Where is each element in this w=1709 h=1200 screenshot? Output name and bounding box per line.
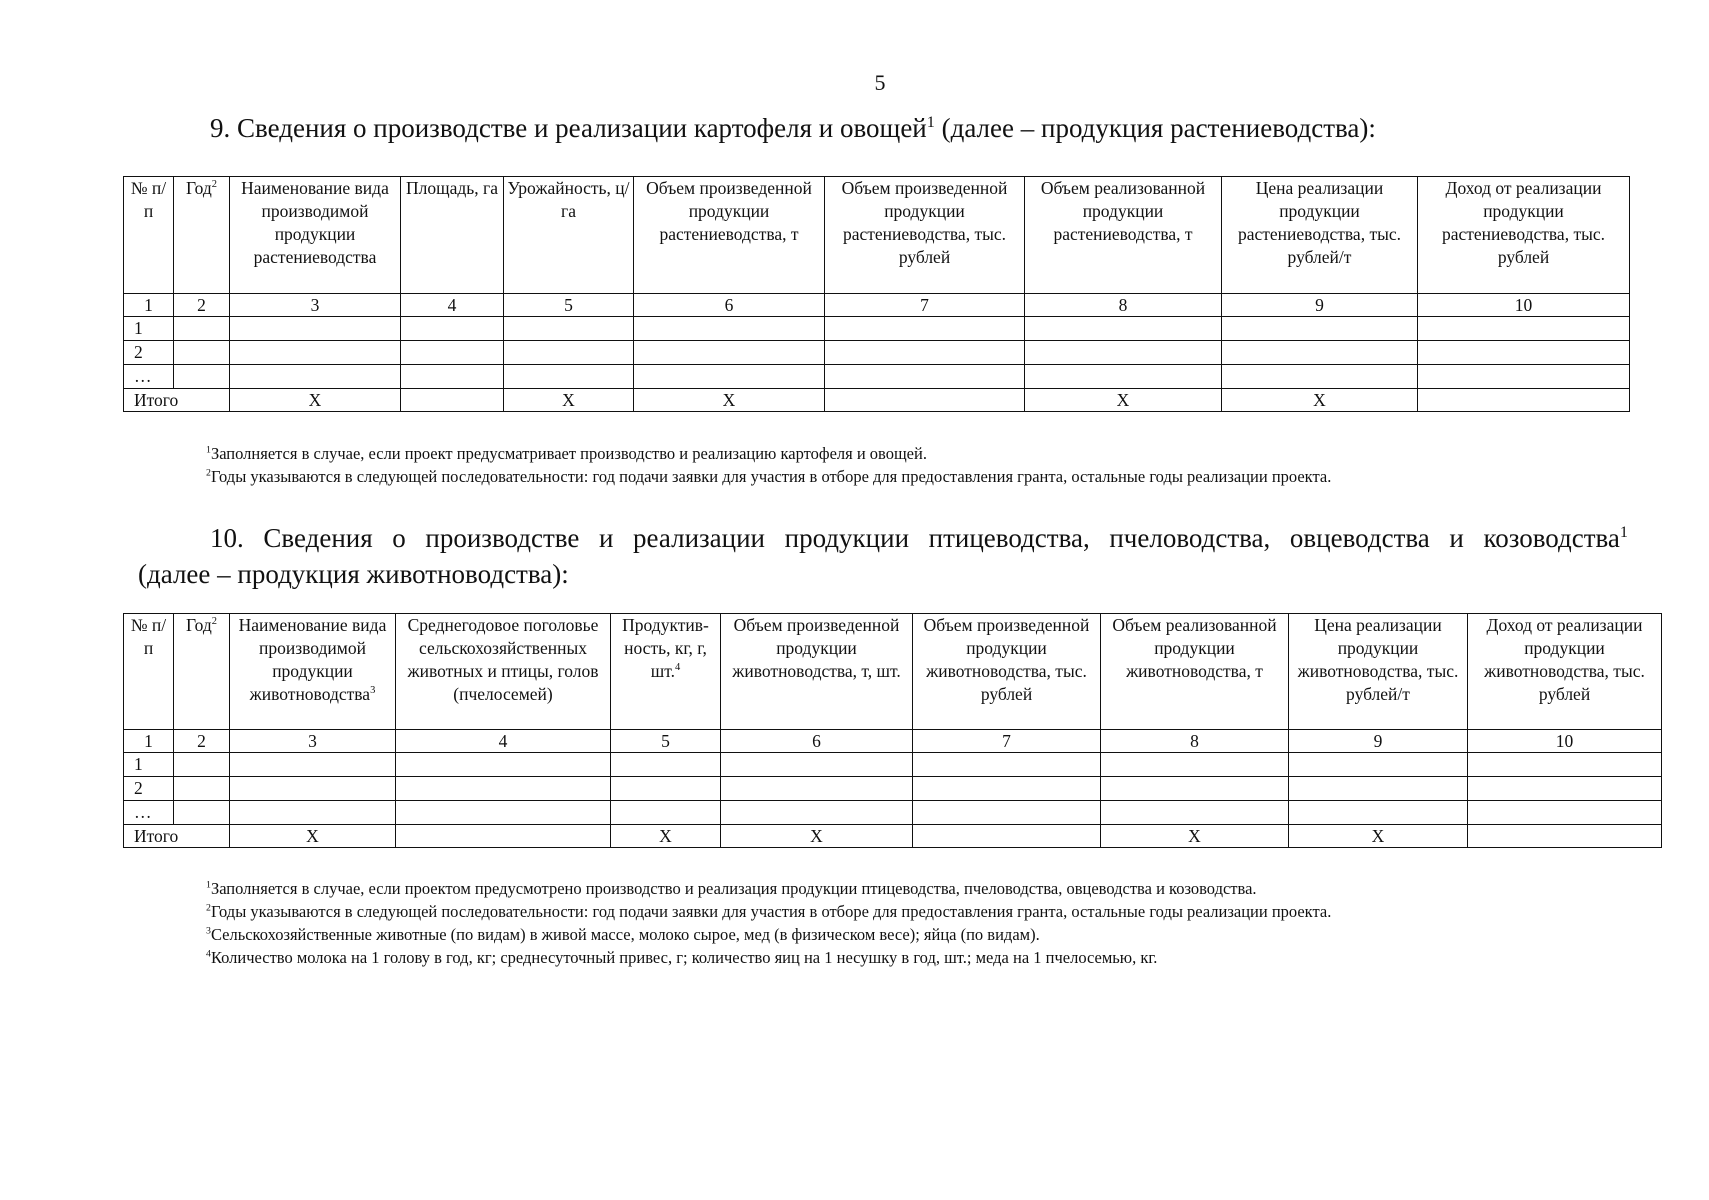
column-number: 9 <box>1222 294 1418 317</box>
table-cell[interactable] <box>230 801 396 825</box>
table-cell[interactable] <box>1025 317 1222 341</box>
table-cell[interactable] <box>396 801 611 825</box>
table-cell[interactable] <box>230 365 401 389</box>
total-cell: Х <box>634 389 825 412</box>
footnote <box>206 465 1331 488</box>
table-cell[interactable] <box>1222 365 1418 389</box>
table-cell[interactable] <box>504 341 634 365</box>
total-row <box>124 389 1630 412</box>
table-row <box>124 777 1662 801</box>
total-cell: Х <box>504 389 634 412</box>
footnote <box>206 900 1331 923</box>
column-number: 3 <box>230 730 396 753</box>
total-cell[interactable] <box>1468 825 1662 848</box>
header-productivity-label: Продуктив-ность, кг, г, шт. <box>622 615 709 681</box>
table-cell[interactable] <box>504 365 634 389</box>
table-cell[interactable] <box>1025 341 1222 365</box>
header-cell-name <box>230 614 396 730</box>
table-cell[interactable] <box>230 777 396 801</box>
footnote-text: Годы указываются в следующей последовательности: год подачи заявки для участия в отборе для предоставления гранта, остальные годы реализации проекта. <box>210 467 1332 486</box>
header-cell: Объем реализованной продукции растениеводства, т <box>1025 177 1222 294</box>
footnote <box>206 877 1331 900</box>
section-9-title <box>210 110 1376 146</box>
column-number: 8 <box>1025 294 1222 317</box>
table-cell[interactable] <box>1101 777 1289 801</box>
table-cell[interactable] <box>1418 365 1630 389</box>
footnote-text: Заполняется в случае, если проект предусматривает производство и реализацию картофеля и овощей. <box>210 444 927 463</box>
table-cell[interactable] <box>1418 317 1630 341</box>
table-cell[interactable] <box>611 753 721 777</box>
total-label: Итого <box>124 389 230 412</box>
table-cell[interactable] <box>401 317 504 341</box>
section-10-title-line2: (далее – продукция животноводства): <box>138 559 569 589</box>
table-cell[interactable] <box>1468 753 1662 777</box>
section-9-title-text: 9. Сведения о производстве и реализации картофеля и овощей <box>210 113 927 143</box>
column-number: 1 <box>124 730 174 753</box>
column-number: 10 <box>1468 730 1662 753</box>
table-header-row <box>124 177 1630 294</box>
table-cell[interactable] <box>825 365 1025 389</box>
column-number: 6 <box>634 294 825 317</box>
total-cell[interactable] <box>401 389 504 412</box>
table-cell[interactable] <box>1101 753 1289 777</box>
table-cell[interactable] <box>1289 777 1468 801</box>
table-cell[interactable] <box>1468 777 1662 801</box>
total-cell: Х <box>230 825 396 848</box>
table-cell[interactable] <box>174 753 230 777</box>
section-10-title-text: 10. Сведения о производстве и реализации продукции птицеводства, пчеловодства, овцеводства и козоводства <box>210 523 1620 553</box>
total-row <box>124 825 1662 848</box>
row-number: … <box>124 801 174 825</box>
column-number: 2 <box>174 730 230 753</box>
table-cell[interactable] <box>396 777 611 801</box>
table-row <box>124 317 1630 341</box>
footnote-mark: 2 <box>206 467 211 479</box>
table-cell[interactable] <box>401 341 504 365</box>
footnote-mark: 1 <box>206 444 211 456</box>
section-9-title-tail: (далее – продукция растениеводства): <box>934 113 1376 143</box>
header-cell: Наименование вида производимой продукции растениеводства <box>230 177 401 294</box>
column-number-row <box>124 294 1630 317</box>
table-cell[interactable] <box>1025 365 1222 389</box>
section-10-title-line1 <box>138 520 1628 556</box>
footnote-text: Заполняется в случае, если проектом предусмотрено производство и реализация продукции птицеводства, пчеловодства, овцеводства и козоводства. <box>210 879 1257 898</box>
column-number: 6 <box>721 730 913 753</box>
table-cell[interactable] <box>721 753 913 777</box>
header-cell: Объем произведенной продукции животноводства, т, шт. <box>721 614 913 730</box>
table-cell[interactable] <box>1222 341 1418 365</box>
total-cell: Х <box>1222 389 1418 412</box>
table-header-row <box>124 614 1662 730</box>
productivity-footnote-mark: 4 <box>674 662 681 674</box>
table-cell[interactable] <box>1289 753 1468 777</box>
footnote-mark: 3 <box>206 925 211 937</box>
table-cell[interactable] <box>611 777 721 801</box>
total-cell[interactable] <box>396 825 611 848</box>
section-9-title-footnote-mark: 1 <box>926 113 935 131</box>
total-cell: Х <box>1101 825 1289 848</box>
table-cell[interactable] <box>1468 801 1662 825</box>
total-cell: Х <box>230 389 401 412</box>
header-cell: Площадь, га <box>401 177 504 294</box>
footnote <box>206 923 1331 946</box>
column-number: 7 <box>825 294 1025 317</box>
column-number-row <box>124 730 1662 753</box>
section-10-title-footnote-mark: 1 <box>1619 523 1628 541</box>
column-number: 9 <box>1289 730 1468 753</box>
total-cell[interactable] <box>825 389 1025 412</box>
header-cell: Среднегодовое поголовье сельскохозяйственных животных и птицы, голов (пчелосемей) <box>396 614 611 730</box>
table-cell[interactable] <box>1418 341 1630 365</box>
total-cell: Х <box>721 825 913 848</box>
name-footnote-mark: 3 <box>370 685 376 697</box>
column-number: 2 <box>174 294 230 317</box>
column-number: 5 <box>611 730 721 753</box>
header-cell: Цена реализации продукции растениеводства, тыс. рублей/т <box>1222 177 1418 294</box>
table-cell[interactable] <box>174 365 230 389</box>
header-cell: Объем произведенной продукции растениеводства, т <box>634 177 825 294</box>
header-cell: № п/п <box>124 177 174 294</box>
table-cell[interactable] <box>230 753 396 777</box>
header-name-label: Наименование вида производимой продукции животноводства <box>238 615 387 704</box>
footnote-mark: 1 <box>206 879 211 891</box>
table-cell[interactable] <box>825 317 1025 341</box>
table-cell[interactable] <box>913 777 1101 801</box>
table-row <box>124 341 1630 365</box>
total-cell[interactable] <box>913 825 1101 848</box>
header-cell-productivity <box>611 614 721 730</box>
header-cell: Цена реализации продукции животноводства, тыс. рублей/т <box>1289 614 1468 730</box>
column-number: 7 <box>913 730 1101 753</box>
footnote-text: Количество молока на 1 голову в год, кг; среднесуточный привес, г; количество яиц на 1 несушку в год, шт.; меда на 1 пчелосемью, кг. <box>210 948 1158 967</box>
column-number: 4 <box>396 730 611 753</box>
table-cell[interactable] <box>634 341 825 365</box>
total-cell: Х <box>611 825 721 848</box>
header-cell-year <box>174 614 230 730</box>
table-cell[interactable] <box>721 801 913 825</box>
total-cell[interactable] <box>1418 389 1630 412</box>
section-10-title <box>138 520 1628 592</box>
header-cell-year <box>174 177 230 294</box>
table-cell[interactable] <box>721 777 913 801</box>
total-label: Итого <box>124 825 230 848</box>
column-number: 5 <box>504 294 634 317</box>
year-footnote-mark: 2 <box>211 179 217 191</box>
footnote <box>206 946 1331 969</box>
row-number: 1 <box>124 753 174 777</box>
header-year-label: Год <box>186 615 212 635</box>
table-cell[interactable] <box>174 341 230 365</box>
header-cell: Урожайность, ц/га <box>504 177 634 294</box>
table-cell[interactable] <box>1289 801 1468 825</box>
table-cell[interactable] <box>634 365 825 389</box>
table-cell[interactable] <box>825 341 1025 365</box>
footnote <box>206 442 1331 465</box>
total-cell: Х <box>1025 389 1222 412</box>
livestock-production-table <box>123 613 1662 848</box>
table-cell[interactable] <box>611 801 721 825</box>
header-cell: Объем реализованной продукции животноводства, т <box>1101 614 1289 730</box>
crop-production-table <box>123 176 1630 412</box>
footnote-mark: 4 <box>206 948 211 960</box>
footnote-mark: 2 <box>206 902 211 914</box>
column-number: 1 <box>124 294 174 317</box>
table-cell[interactable] <box>396 753 611 777</box>
table-cell[interactable] <box>174 801 230 825</box>
table-cell[interactable] <box>1101 801 1289 825</box>
table-cell[interactable] <box>913 753 1101 777</box>
total-cell: Х <box>1289 825 1468 848</box>
row-number: 2 <box>124 777 174 801</box>
table-cell[interactable] <box>634 317 825 341</box>
table-cell[interactable] <box>1222 317 1418 341</box>
column-number: 10 <box>1418 294 1630 317</box>
table-row <box>124 753 1662 777</box>
section-10-footnotes <box>206 877 1331 969</box>
header-cell: Доход от реализации продукции растениеводства, тыс. рублей <box>1418 177 1630 294</box>
section-9-footnotes <box>206 442 1331 488</box>
table-cell[interactable] <box>504 317 634 341</box>
header-cell: Доход от реализации продукции животноводства, тыс. рублей <box>1468 614 1662 730</box>
table-row <box>124 365 1630 389</box>
table-cell[interactable] <box>174 317 230 341</box>
year-footnote-mark: 2 <box>211 616 217 628</box>
page-number: 5 <box>874 70 886 95</box>
table-row <box>124 801 1662 825</box>
table-cell[interactable] <box>913 801 1101 825</box>
column-number: 4 <box>401 294 504 317</box>
header-cell: № п/п <box>124 614 174 730</box>
footnote-text: Сельскохозяйственные животные (по видам) в живой массе, молоко сырое, мед (в физическом весе); яйца (по видам). <box>210 925 1040 944</box>
footnote-text: Годы указываются в следующей последовательности: год подачи заявки для участия в отборе для предоставления гранта, остальные годы реализации проекта. <box>210 902 1332 921</box>
table-cell[interactable] <box>230 341 401 365</box>
table-cell[interactable] <box>174 777 230 801</box>
column-number: 8 <box>1101 730 1289 753</box>
row-number: 2 <box>124 341 174 365</box>
table-cell[interactable] <box>230 317 401 341</box>
header-cell: Объем произведенной продукции растениеводства, тыс. рублей <box>825 177 1025 294</box>
table-cell[interactable] <box>401 365 504 389</box>
row-number: … <box>124 365 174 389</box>
row-number: 1 <box>124 317 174 341</box>
header-year-label: Год <box>186 178 212 198</box>
column-number: 3 <box>230 294 401 317</box>
header-cell: Объем произведенной продукции животноводства, тыс. рублей <box>913 614 1101 730</box>
